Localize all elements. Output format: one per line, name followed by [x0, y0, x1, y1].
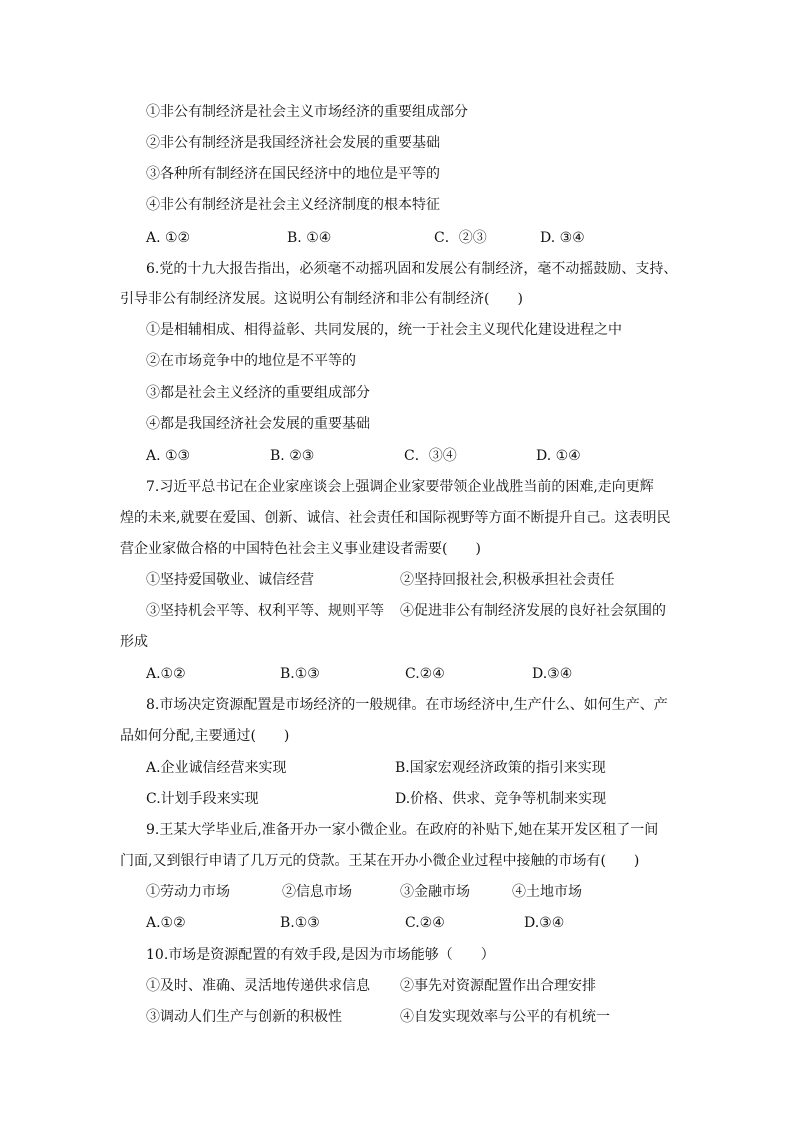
- q10-item-4: ④自发实现效率与公平的有机统一: [400, 1009, 610, 1025]
- q9-option-d: D.③④: [524, 915, 565, 931]
- q8-stem-line-1: 8.市场决定资源配置是市场经济的一般规律。在市场经济中,生产什么、如何生产、产: [146, 697, 668, 713]
- q5-item-3: ③各种所有制经济在国民经济中的地位是平等的: [146, 166, 440, 182]
- q6-item-3: ③都是社会主义经济的重要组成部分: [146, 385, 370, 401]
- q9-stem-line-2: 门面,又到银行申请了几万元的贷款。王某在开办小微企业过程中接触的市场有( ): [120, 853, 640, 869]
- q8-stem-line-2: 品如何分配,主要通过( ): [120, 728, 290, 744]
- q6-option-c: C．③④: [404, 448, 457, 464]
- q7-option-b: B.①③: [280, 666, 320, 682]
- q5-item-2: ②非公有制经济是我国经济社会发展的重要基础: [146, 135, 440, 151]
- q5-option-c: C．②③: [434, 230, 487, 246]
- q9-stem-line-1: 9.王某大学毕业后,准备开办一家小微企业。在政府的补贴下,她在某开发区租了一间: [146, 822, 659, 838]
- q5-option-b: B. ①④: [287, 230, 332, 246]
- q6-item-1: ①是相辅相成、相得益彰、共同发展的，统一于社会主义现代化建设进程之中: [146, 322, 622, 338]
- q10-stem-line-1: 10.市场是资源配置的有效手段,是因为市场能够（ ）: [146, 947, 495, 963]
- q9-item-1: ①劳动力市场: [146, 884, 230, 900]
- q7-stem-line-2: 煌的未来,就要在爱国、创新、诚信、社会责任和国际视野等方面不断提升自己。这表明民: [120, 510, 671, 526]
- q7-item-1: ①坚持爱国敬业、诚信经营: [146, 572, 314, 588]
- q6-item-2: ②在市场竞争中的地位是不平等的: [146, 353, 356, 369]
- q9-option-a: A.①②: [146, 915, 186, 931]
- q5-option-a: A. ①②: [146, 230, 191, 246]
- q7-item-4-continuation: 形成: [120, 634, 148, 650]
- q5-option-d: D. ③④: [540, 230, 585, 246]
- q6-option-b: B. ②③: [270, 448, 315, 464]
- q10-item-1: ①及时、准确、灵活地传递供求信息: [146, 978, 370, 994]
- q9-item-3: ③金融市场: [400, 884, 470, 900]
- q9-item-4: ④土地市场: [512, 884, 582, 900]
- q7-option-d: D.③④: [532, 666, 573, 682]
- q5-item-1: ①非公有制经济是社会主义市场经济的重要组成部分: [146, 104, 468, 120]
- q6-item-4: ④都是我国经济社会发展的重要基础: [146, 416, 370, 432]
- q7-stem-line-1: 7.习近平总书记在企业家座谈会上强调企业家要带领企业战胜当前的困难,走向更辉: [146, 479, 654, 495]
- q7-option-c: C.②④: [405, 666, 445, 682]
- q6-stem-line-2: 引导非公有制经济发展。这说明公有制经济和非公有制经济( ): [120, 291, 523, 307]
- q8-option-b: B.国家宏观经济政策的指引来实现: [395, 760, 606, 776]
- q6-option-d: D. ①④: [536, 448, 581, 464]
- q10-item-3: ③调动人们生产与创新的积极性: [146, 1009, 342, 1025]
- q9-item-2: ②信息市场: [282, 884, 352, 900]
- q6-option-a: A. ①③: [146, 448, 191, 464]
- q9-option-c: C.②④: [405, 915, 445, 931]
- q7-item-3: ③坚持机会平等、权利平等、规则平等: [146, 603, 384, 619]
- q8-option-d: D.价格、供求、竞争等机制来实现: [395, 791, 607, 807]
- q6-stem-line-1: 6.党的十九大报告指出，必须毫不动摇巩固和发展公有制经济，毫不动摇鼓励、支持、: [146, 261, 678, 277]
- q8-option-a: A.企业诚信经营来实现: [146, 760, 287, 776]
- q9-option-b: B.①③: [280, 915, 320, 931]
- q7-item-2: ②坚持回报社会,积极承担社会责任: [400, 572, 615, 588]
- q7-item-4: ④促进非公有制经济发展的良好社会氛围的: [400, 603, 666, 619]
- q10-item-2: ②事先对资源配置作出合理安排: [400, 978, 596, 994]
- q7-option-a: A.①②: [146, 666, 186, 682]
- q8-option-c: C.计划手段来实现: [146, 791, 259, 807]
- q7-stem-line-3: 营企业家做合格的中国特色社会主义事业建设者需要( ): [120, 541, 481, 557]
- q5-item-4: ④非公有制经济是社会主义经济制度的根本特征: [146, 197, 440, 213]
